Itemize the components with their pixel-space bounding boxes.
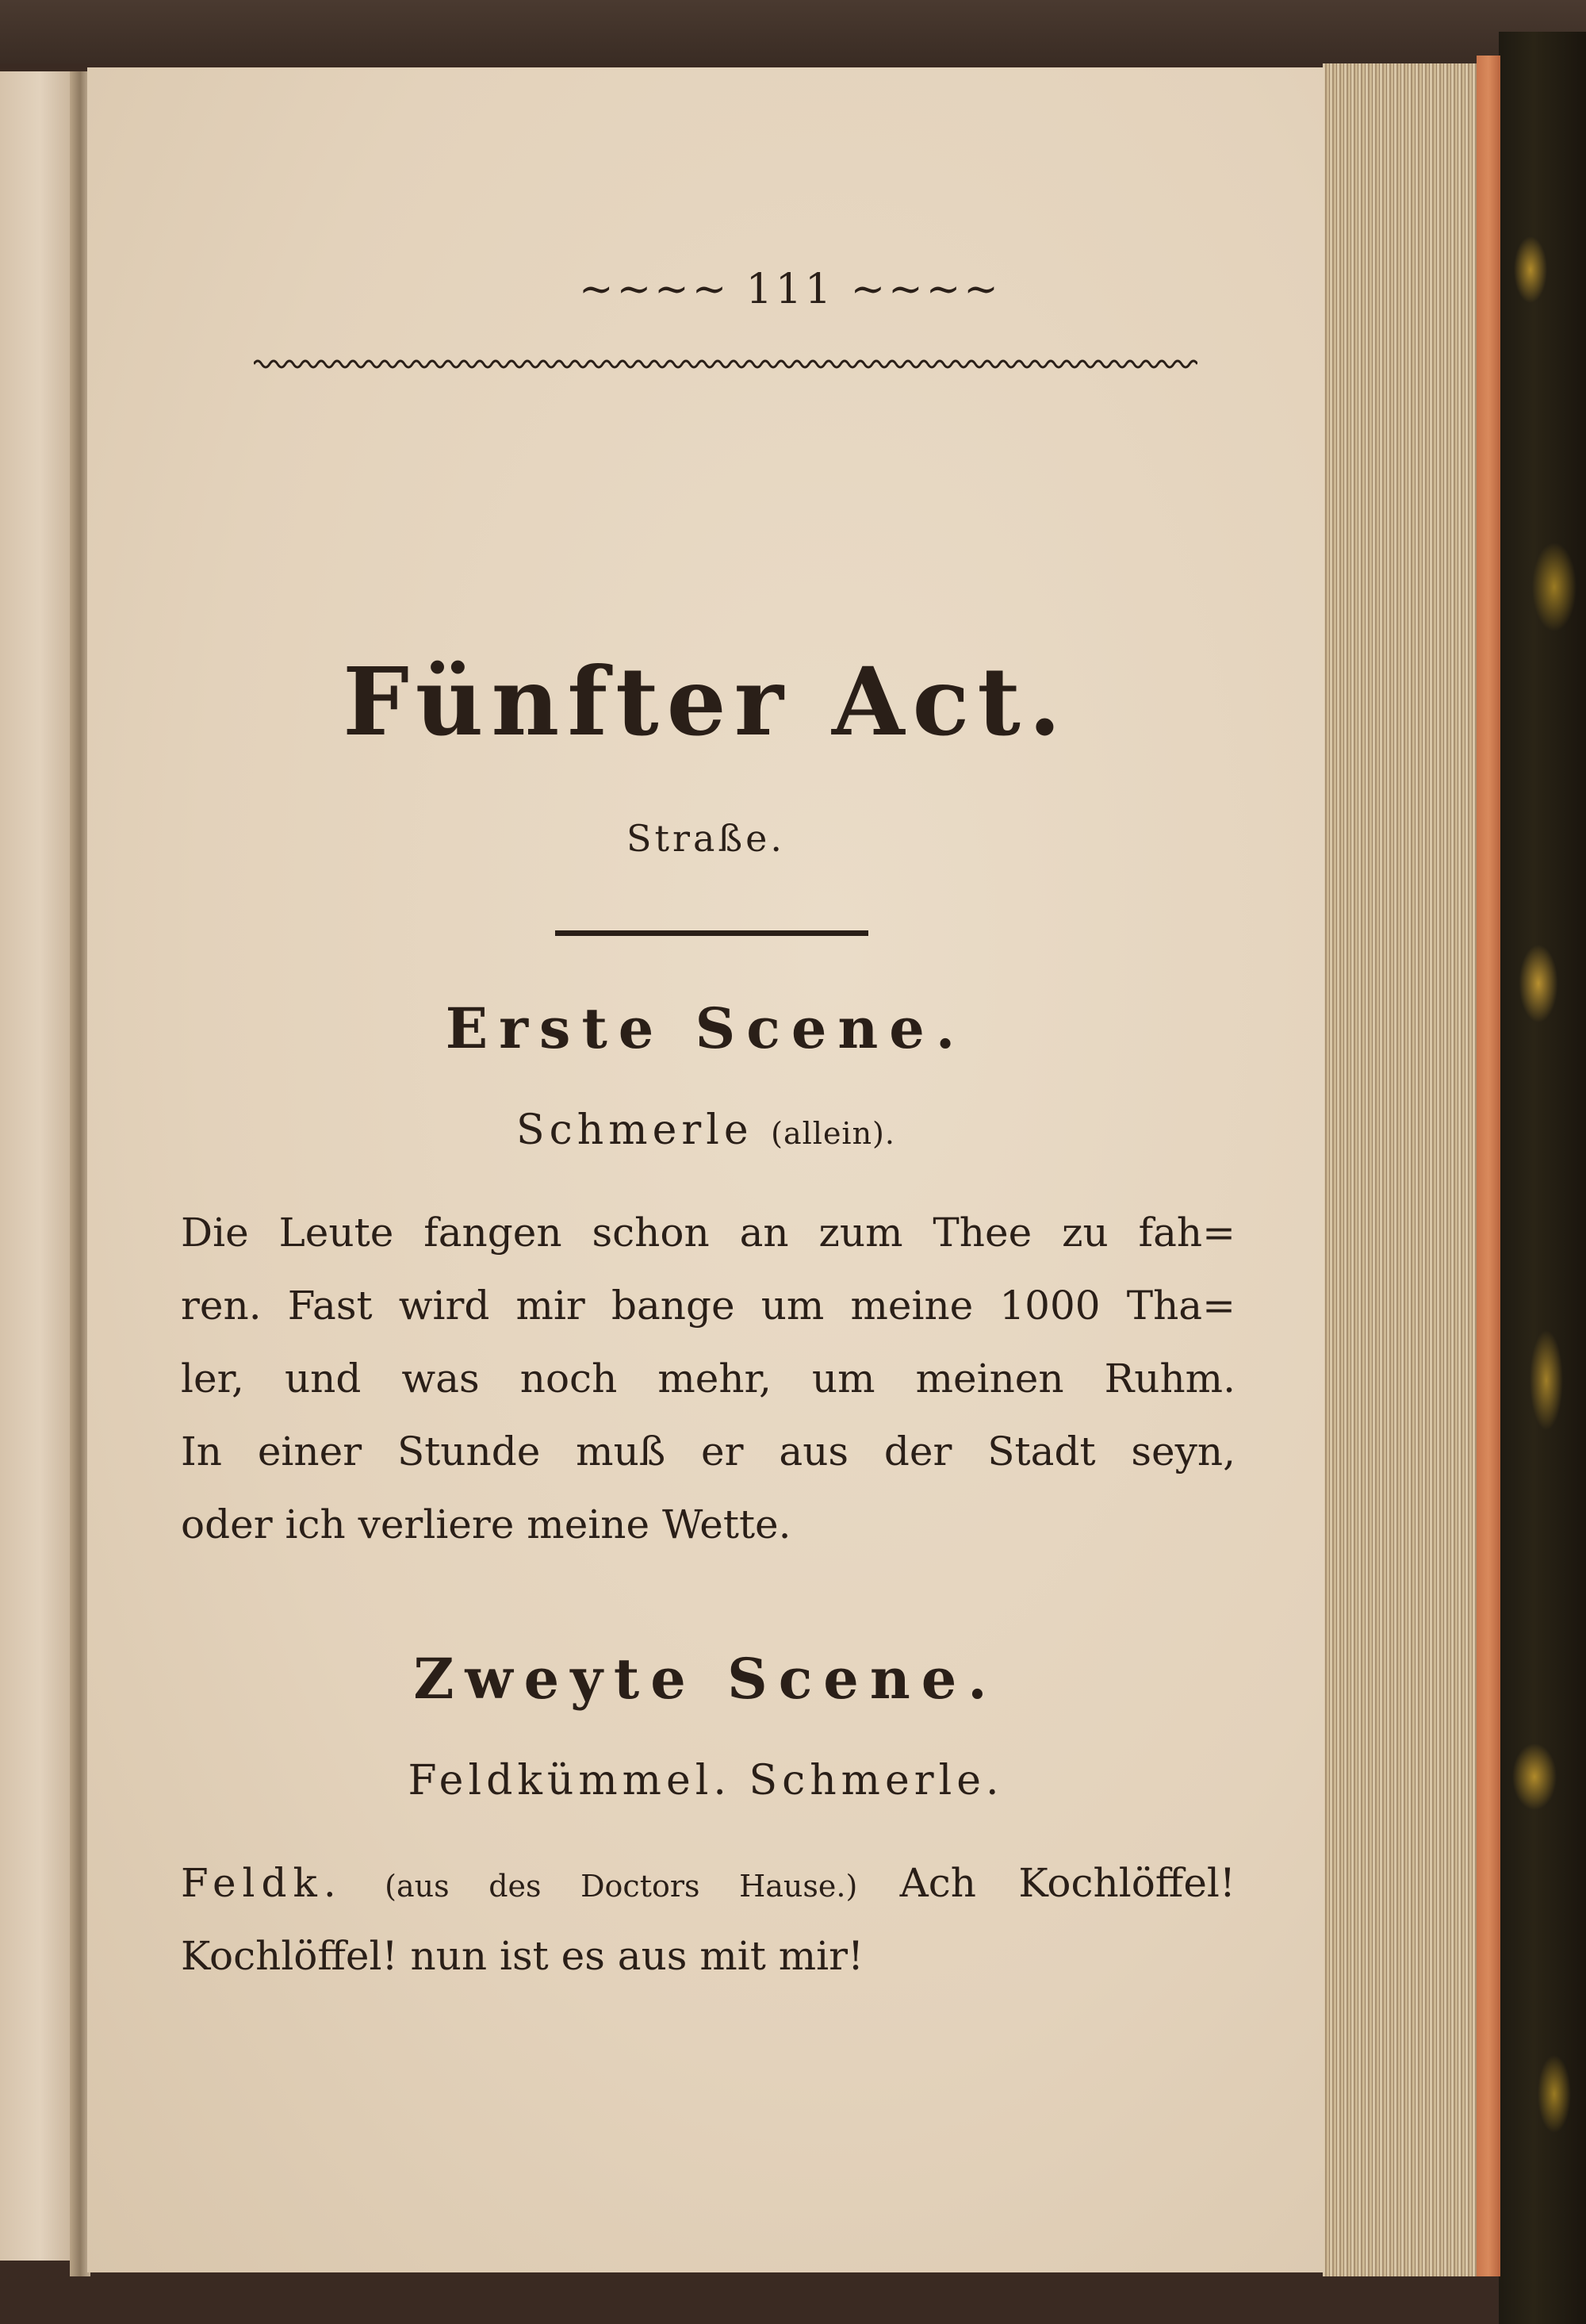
scene-1-speaker: [87, 1106, 1324, 1154]
scene-1-line-5: oder ich verliere meine Wette.: [181, 1501, 791, 1547]
scene-2-speaker: Feldk.: [181, 1860, 343, 1906]
red-page-edge: [1477, 56, 1500, 2276]
previous-page-strip: [0, 71, 73, 2261]
scene-1-title: Erste Scene.: [445, 995, 967, 1061]
speaker-note: (allein).: [771, 1116, 895, 1151]
scene-2-line-1: [181, 1860, 1235, 1906]
scene-1-line-4: In einer Stunde muß er aus der Stadt seyn,: [181, 1429, 1235, 1475]
setting-label: Straße.: [626, 817, 785, 860]
speaker-name: Schmerle: [516, 1106, 753, 1154]
scene-2-line-1-rest: Ach Kochlöffel!: [899, 1860, 1235, 1906]
scene-1-line-3: ler, und was noch mehr, um meinen Ruhm.: [181, 1356, 1235, 1402]
act-title: Fünfter Act.: [343, 646, 1069, 757]
marbled-cover: [1499, 32, 1586, 2324]
stage-direction: (aus des Doctors Hause.): [385, 1869, 858, 1904]
page-block-edges: [1323, 63, 1481, 2276]
scene-2-title: Zweyte Scene.: [413, 1646, 998, 1712]
scene-2-line-2: Kochlöffel! nun ist es aus mit mir!: [181, 1933, 864, 1979]
ornamental-wave-rule: [254, 357, 1197, 371]
book-cover-top: [0, 0, 1586, 63]
scene-1-line-2: ren. Fast wird mir bange um meine 1000 Tha=: [181, 1283, 1235, 1329]
scene-2-characters: Feldkümmel. Schmerle.: [408, 1757, 1004, 1804]
section-rule: [555, 930, 868, 936]
book-page: [87, 67, 1324, 2272]
page-number-header: ~~~~ 111 ~~~~: [579, 266, 1002, 313]
scene-1-line-1: Die Leute fangen schon an zum Thee zu fah=: [181, 1210, 1235, 1256]
